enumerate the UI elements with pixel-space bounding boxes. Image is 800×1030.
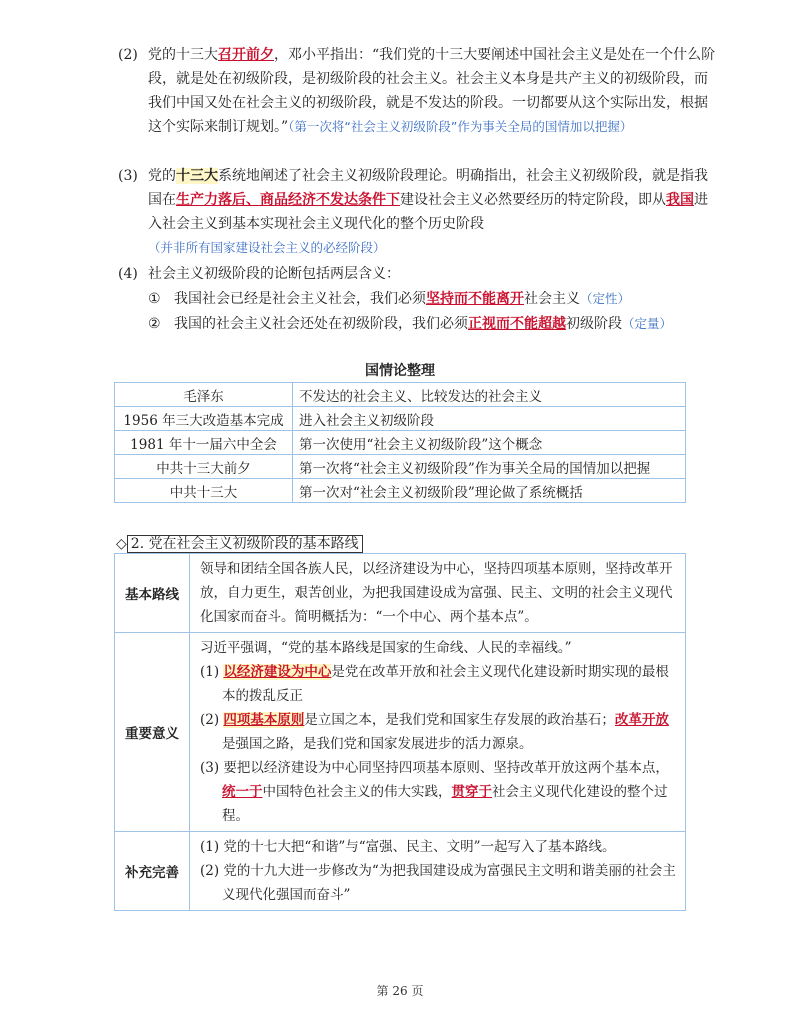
row-content <box>190 832 686 911</box>
text: 初级阶段 <box>566 316 622 332</box>
table-cell: 毛泽东 <box>115 383 293 407</box>
intro-text: 习近平强调，“党的基本路线是国家的生命线、人民的幸福线。” <box>200 640 572 656</box>
paragraph-number: (4) <box>118 266 138 282</box>
meaning-item-1 <box>148 287 708 311</box>
table-cell: 进入社会主义初级阶段 <box>293 407 686 431</box>
meaning-item-2 <box>148 312 708 336</box>
text: ，邓小平指出：“我们党的十三大要阐述中国社会主义是处在一个什么阶段，就是处在初级阶段，是初级阶段的社会主义。社会主义本身是共产主义的初级阶段，而我们中国又处在社会主义的初级阶段，就是不发达的阶段。一切都要从这个实际出发，根据这个实际来制订规划。” <box>148 47 716 135</box>
table-cell: 第一次使用“社会主义初级阶段”这个概念 <box>293 431 686 455</box>
table-cell: 1981 年十一届六中全会 <box>115 431 293 455</box>
table-row <box>115 832 686 911</box>
table-cell: 1956 年三大改造基本完成 <box>115 407 293 431</box>
row-content <box>190 633 686 832</box>
table-row <box>115 407 686 431</box>
text: 要把以经济建设为中心同坚持四项基本原则、坚持改革开放这两个基本点， <box>223 760 669 776</box>
text: 党的十九大进一步修改为“为把我国建设成为富强民主文明和谐美丽的社会主义现代化强国而奋斗” <box>222 863 676 903</box>
significance-item-2 <box>200 708 679 756</box>
text: 党的十七大把“和谐”与“富强、民主、文明”一起写入了基本路线。 <box>223 839 616 855</box>
significance-item-1 <box>200 660 679 708</box>
paragraph-3 <box>118 164 718 260</box>
text: 系统地阐述了社会主义初级阶段理论。明确指出，社会主义初级阶段，就是指我国在 <box>148 168 708 208</box>
key-phrase: 召开前夕 <box>218 47 274 63</box>
significance-item-3 <box>200 756 679 828</box>
section-title: 2. 党在社会主义初级阶段的基本路线 <box>127 535 363 553</box>
table-row <box>115 455 686 479</box>
table-cell: 第一次将“社会主义初级阶段”作为事关全局的国情加以把握 <box>293 455 686 479</box>
text: 是立国之本，是我们党和国家生存发展的政治基石； <box>304 712 615 728</box>
key-phrase: 坚持而不能离开 <box>426 291 524 307</box>
annotation-note: （第一次将“社会主义初级阶段”作为事关全局的国情加以把握） <box>288 119 633 134</box>
text: 是党在改革开放和社会主义现代化建设新时期实现的最根本的拨乱反正 <box>222 664 669 704</box>
key-phrase: 四项基本原则 <box>223 712 305 728</box>
diamond-icon: ◇ <box>116 536 127 552</box>
paragraph-number: (3) <box>118 168 138 184</box>
row-label: 重要意义 <box>115 633 190 832</box>
table-row <box>115 383 686 407</box>
text: 中国特色社会主义的伟大实践， <box>262 784 452 800</box>
table-cell: 第一次对“社会主义初级阶段”理论做了系统概括 <box>293 479 686 503</box>
row-content: 领导和团结全国各族人民，以经济建设为中心，坚持四项基本原则，坚持改革开放，自力更生，艰苦创业，为把我国建设成为富强、民主、文明的社会主义现代化国家而奋斗。简明概括为：“一个中心、两个基本点”。 <box>190 554 686 633</box>
key-phrase: 以经济建设为中心 <box>223 664 332 680</box>
text: 社会主义现代化建设的整个过程。 <box>222 784 668 824</box>
item-number: (1) <box>200 839 220 855</box>
paragraph-4 <box>118 262 718 286</box>
table-row <box>115 431 686 455</box>
item-number: (1) <box>200 664 220 680</box>
text: 进入社会主义到基本实现社会主义现代化的整个历史阶段 <box>148 192 708 232</box>
item-number: ① <box>148 291 161 307</box>
basic-line-table <box>114 553 686 911</box>
annotation-note: （定性） <box>580 291 631 306</box>
key-phrase: 贯穿于 <box>451 784 492 800</box>
text: 是强国之路，是我们党和国家发展进步的活力源泉。 <box>222 736 533 752</box>
page-number: 第 26 页 <box>376 984 424 998</box>
text: 社会主义 <box>524 291 580 307</box>
text: 党的十三大 <box>148 47 218 63</box>
text: 我国社会已经是社会主义社会，我们必须 <box>174 291 426 307</box>
text: 我国的社会主义社会还处在初级阶段，我们必须 <box>174 316 468 332</box>
annotation-note: （并非所有国家建设社会主义的必经阶段） <box>148 240 386 255</box>
text: 社会主义初级阶段的论断包括两层含义： <box>148 266 400 282</box>
text: 建设社会主义必然要经历的特定阶段，即从 <box>400 192 666 208</box>
item-number: ② <box>148 316 161 332</box>
section-heading <box>116 533 363 553</box>
key-phrase: 生产力落后、商品经济不发达条件下 <box>176 192 400 208</box>
table-cell: 中共十三大前夕 <box>115 455 293 479</box>
item-number: (3) <box>200 760 220 776</box>
table-cell: 不发达的社会主义、比较发达的社会主义 <box>293 383 686 407</box>
row-label: 补充完善 <box>115 832 190 911</box>
table-row <box>115 554 686 633</box>
supplement-item-1 <box>200 835 679 859</box>
paragraph-2 <box>118 43 718 139</box>
table-row <box>115 479 686 503</box>
row-label: 基本路线 <box>115 554 190 633</box>
key-phrase: 正视而不能超越 <box>468 316 566 332</box>
annotation-note: （定量） <box>622 316 673 331</box>
table-title: 国情论整理 <box>365 363 435 379</box>
highlight-phrase: 十三大 <box>176 168 218 184</box>
supplement-item-2 <box>200 859 679 907</box>
paragraph-number: (2) <box>118 47 138 63</box>
national-conditions-table <box>114 382 686 503</box>
table-row <box>115 633 686 832</box>
table-cell: 中共十三大 <box>115 479 293 503</box>
text: 党的 <box>148 168 176 184</box>
item-number: (2) <box>200 863 220 879</box>
key-phrase: 统一于 <box>222 784 263 800</box>
item-number: (2) <box>200 712 220 728</box>
key-phrase: 改革开放 <box>614 712 669 728</box>
key-phrase: 我国 <box>666 192 694 208</box>
